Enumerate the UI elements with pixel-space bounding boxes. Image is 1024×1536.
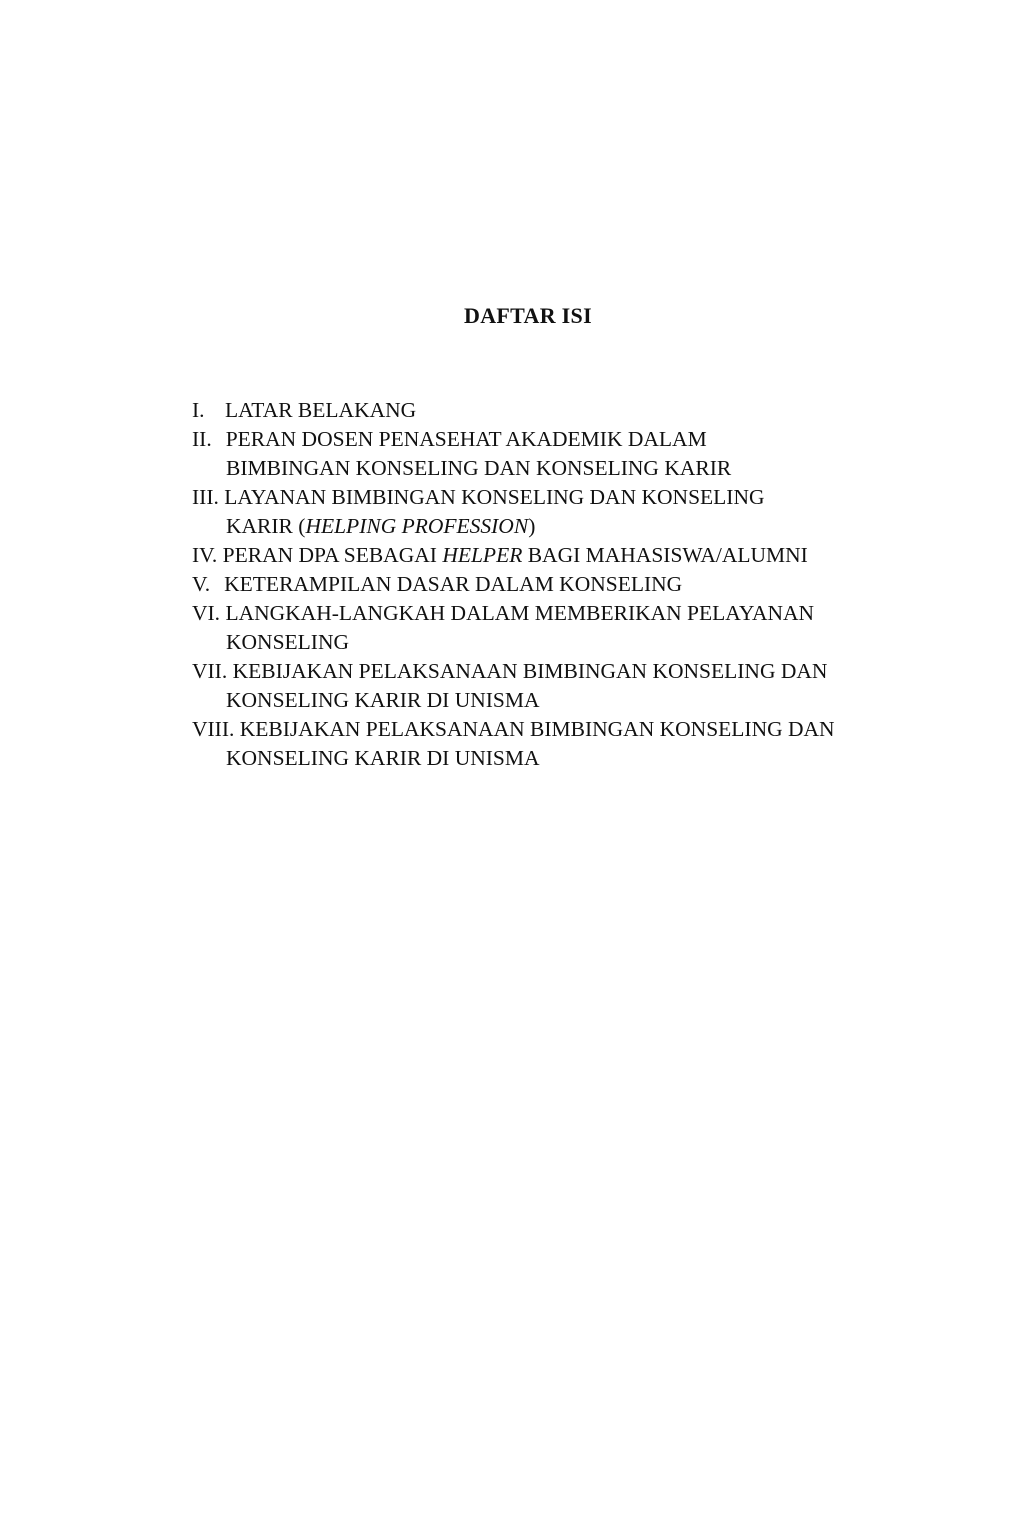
toc-entry-text: PERAN DOSEN PENASEHAT AKADEMIK DALAM (225, 427, 707, 451)
toc-numeral: I. (192, 398, 205, 422)
toc-numeral: VIII. (192, 717, 235, 741)
toc-numeral: III. (192, 485, 219, 509)
toc-numeral: IV. (192, 543, 218, 567)
toc-entry-text: KEBIJAKAN PELAKSANAAN BIMBINGAN KONSELING DAN (232, 659, 828, 683)
toc-entry-5 (192, 570, 892, 599)
toc-entry-4 (192, 541, 892, 570)
toc-entry-6 (192, 599, 892, 628)
toc-entry-2 (192, 425, 892, 454)
toc-entry-text: LAYANAN BIMBINGAN KONSELING DAN KONSELING (224, 485, 765, 509)
toc-continuation-suffix: ) (528, 514, 536, 538)
toc-continuation-prefix: KARIR ( (226, 514, 306, 538)
toc-entry-8 (192, 715, 892, 744)
table-of-contents (192, 396, 892, 773)
toc-entry-3-continuation (192, 512, 892, 541)
toc-numeral: VII. (192, 659, 228, 683)
toc-numeral: II. (192, 427, 212, 451)
toc-entry-text-after: BAGI MAHASISWA/ALUMNI (527, 543, 808, 567)
toc-entry-7 (192, 657, 892, 686)
toc-entry-7-continuation: KONSELING KARIR DI UNISMA (226, 688, 540, 712)
toc-entry-text: KETERAMPILAN DASAR DALAM KONSELING (224, 572, 683, 596)
toc-entry-text-italic: HELPER (442, 543, 523, 567)
toc-entry-8-continuation: KONSELING KARIR DI UNISMA (226, 746, 540, 770)
toc-numeral: VI. (192, 601, 221, 625)
toc-entry-text: KEBIJAKAN PELAKSANAAN BIMBINGAN KONSELING DAN (239, 717, 835, 741)
toc-title: DAFTAR ISI (464, 303, 592, 328)
toc-entry-text-before: PERAN DPA SEBAGAI (222, 543, 437, 567)
toc-entry-3 (192, 483, 892, 512)
toc-entry-6-continuation: KONSELING (226, 630, 350, 654)
toc-entry-2-continuation: BIMBINGAN KONSELING DAN KONSELING KARIR (226, 456, 732, 480)
toc-entry-1 (192, 396, 892, 425)
toc-numeral: V. (192, 572, 211, 596)
toc-continuation-italic: HELPING PROFESSION (305, 514, 529, 538)
toc-entry-text: LANGKAH-LANGKAH DALAM MEMBERIKAN PELAYANAN (225, 601, 815, 625)
toc-entry-text: LATAR BELAKANG (225, 398, 417, 422)
